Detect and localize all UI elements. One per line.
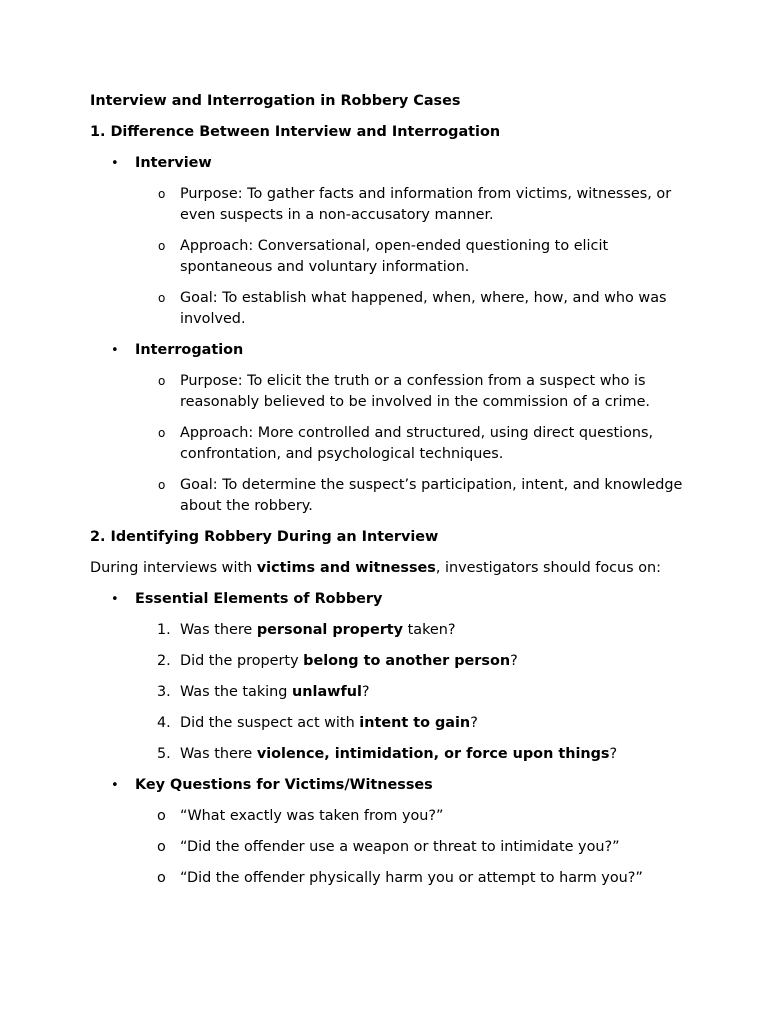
list-item xyxy=(90,236,690,278)
item-number: 1. xyxy=(157,622,171,638)
element-text-post: ? xyxy=(510,653,518,669)
document-title: Interview and Interrogation in Robbery Cases xyxy=(90,93,461,109)
sub-bullet-marker: o xyxy=(157,808,166,824)
question-text: “What exactly was taken from you?” xyxy=(180,808,444,824)
element-text-pre: Was there xyxy=(180,622,257,638)
element-text-bold: violence, intimidation, or force upon things xyxy=(256,746,610,762)
bullet-marker: • xyxy=(111,156,119,171)
question-text: “Did the offender use a weapon or threat to intimidate you?” xyxy=(180,839,620,855)
element-text-post: ? xyxy=(361,684,370,700)
list-item-interview xyxy=(90,153,690,174)
sub-bullet-marker: o xyxy=(158,478,166,492)
group-label-interview: Interview xyxy=(135,155,212,171)
intro-text-pre: During interviews with xyxy=(90,560,257,576)
interview-goal: Goal: To establish what happened, when, where, how, and who was involved. xyxy=(180,290,667,327)
list-item xyxy=(90,868,690,889)
element-text-post: taken? xyxy=(403,622,456,638)
element-text-post: ? xyxy=(470,715,478,731)
sub-bullet-marker: o xyxy=(157,839,166,855)
sub-bullet-marker: o xyxy=(158,187,166,201)
section1-list xyxy=(90,153,690,517)
bullet-marker: • xyxy=(111,778,119,793)
numbered-item xyxy=(90,620,690,641)
document-page xyxy=(90,91,690,889)
bullet-marker: • xyxy=(111,343,119,358)
item-number: 2. xyxy=(157,653,171,669)
element-text-pre: Was the taking xyxy=(180,684,293,700)
item-number: 4. xyxy=(157,715,171,731)
element-text-bold: belong to another person xyxy=(303,653,511,669)
item-number: 3. xyxy=(157,684,171,700)
sub-bullet-marker: o xyxy=(158,426,166,440)
interrogation-goal: Goal: To determine the suspect’s participation, intent, and knowledge about the robbery. xyxy=(180,477,683,514)
numbered-item xyxy=(90,651,690,672)
sub-bullet-marker: o xyxy=(158,374,166,388)
list-item xyxy=(90,288,690,330)
list-item-elements xyxy=(90,589,690,610)
list-item-interrogation xyxy=(90,340,690,361)
sub-bullet-marker: o xyxy=(158,291,166,305)
list-item xyxy=(90,475,690,517)
list-item xyxy=(90,837,690,858)
element-text-pre: Did the property xyxy=(180,653,304,669)
list-item xyxy=(90,806,690,827)
intro-text-post: , investigators should focus on: xyxy=(435,560,662,576)
group-label-questions: Key Questions for Victims/Witnesses xyxy=(135,777,433,793)
element-text-bold: unlawful xyxy=(292,684,362,700)
numbered-item xyxy=(90,744,690,765)
numbered-item xyxy=(90,713,690,734)
section-heading-1: 1. Difference Between Interview and Interrogation xyxy=(90,124,501,140)
interview-approach: Approach: Conversational, open-ended questioning to elicit spontaneous and voluntary information. xyxy=(180,238,609,275)
list-item xyxy=(90,371,690,413)
item-number: 5. xyxy=(157,746,171,762)
list-item xyxy=(90,184,690,226)
sub-bullet-marker: o xyxy=(158,239,166,253)
section-heading-2: 2. Identifying Robbery During an Interview xyxy=(90,529,439,545)
interview-purpose: Purpose: To gather facts and information from victims, witnesses, or even suspects in a non-accusatory manner. xyxy=(180,186,672,223)
element-text-bold: personal property xyxy=(256,622,404,638)
list-item xyxy=(90,423,690,465)
numbered-item xyxy=(90,682,690,703)
group-label-elements: Essential Elements of Robbery xyxy=(135,591,383,607)
question-text: “Did the offender physically harm you or attempt to harm you?” xyxy=(180,870,643,886)
element-text-pre: Was there xyxy=(180,746,257,762)
bullet-marker: • xyxy=(111,592,119,607)
element-text-bold: intent to gain xyxy=(359,715,471,731)
element-text-post: ? xyxy=(609,746,618,762)
section2-list xyxy=(90,589,690,889)
interrogation-purpose: Purpose: To elicit the truth or a confession from a suspect who is reasonably believed to be involved in the commission of a crime. xyxy=(180,373,650,410)
section2-intro xyxy=(90,558,690,579)
interrogation-approach: Approach: More controlled and structured, using direct questions, confrontation, and psychological techniques. xyxy=(180,425,654,462)
list-item-questions xyxy=(90,775,690,796)
intro-text-bold: victims and witnesses xyxy=(256,560,436,576)
group-label-interrogation: Interrogation xyxy=(135,342,244,358)
element-text-pre: Did the suspect act with xyxy=(180,715,360,731)
sub-bullet-marker: o xyxy=(157,870,166,886)
